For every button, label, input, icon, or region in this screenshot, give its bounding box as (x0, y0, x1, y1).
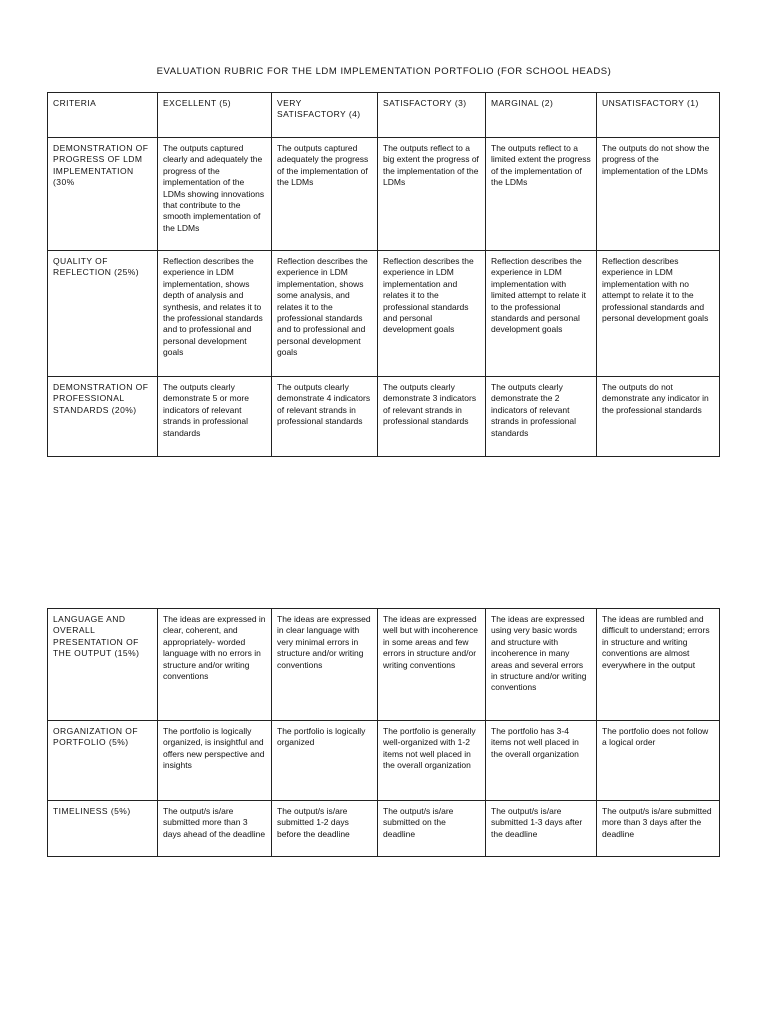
header-excellent: EXCELLENT (5) (158, 93, 272, 138)
rubric-cell: The outputs reflect to a big extent the progress of the implementation of the LDMs (378, 138, 486, 251)
table-row (48, 801, 720, 857)
rubric-cell: The outputs do not show the progress of the implementation of the LDMs (597, 138, 720, 251)
rubric-cell: The portfolio is logically organized, is insightful and offers new perspective and insights (158, 721, 272, 801)
header-row (48, 93, 720, 138)
rubric-cell: The ideas are expressed using very basic words and structure with incoherence in many areas and several errors in structure and/or writing conventions (486, 609, 597, 721)
header-criteria: CRITERIA (48, 93, 158, 138)
rubric-cell: The ideas are expressed in clear, coherent, and appropriately- worded language with no errors in structure and/or writing conventions (158, 609, 272, 721)
criterion-cell: DEMONSTRATION OF PROFESSIONAL STANDARDS (20%) (48, 377, 158, 457)
rubric-cell: Reflection describes the experience in LDM implementation with limited attempt to relate it to the professional standards and personal development goals (486, 251, 597, 377)
table-row (48, 377, 720, 457)
rubric-cell: The portfolio is logically organized (272, 721, 378, 801)
rubric-cell: The portfolio has 3-4 items not well placed in the overall organization (486, 721, 597, 801)
table-row (48, 251, 720, 377)
rubric-cell: The outputs reflect to a limited extent the progress of the implementation of the LDMs (486, 138, 597, 251)
rubric-cell: The output/s is/are submitted 1-3 days after the deadline (486, 801, 597, 857)
header-very-satisfactory: VERY SATISFACTORY (4) (272, 93, 378, 138)
rubric-cell: The portfolio does not follow a logical order (597, 721, 720, 801)
rubric-table-bottom (47, 608, 720, 857)
header-marginal: MARGINAL (2) (486, 93, 597, 138)
rubric-cell: The output/s is/are submitted more than 3 days after the deadline (597, 801, 720, 857)
rubric-cell: The output/s is/are submitted 1-2 days before the deadline (272, 801, 378, 857)
rubric-cell: The output/s is/are submitted on the deadline (378, 801, 486, 857)
criterion-cell: QUALITY OF REFLECTION (25%) (48, 251, 158, 377)
header-satisfactory: SATISFACTORY (3) (378, 93, 486, 138)
rubric-cell: Reflection describes experience in LDM implementation with no attempt to relate it to the professional standards and personal development goals (597, 251, 720, 377)
rubric-cell: The output/s is/are submitted more than 3 days ahead of the deadline (158, 801, 272, 857)
rubric-cell: The ideas are expressed well but with incoherence in some areas and few errors in structure and/or writing conventions (378, 609, 486, 721)
rubric-cell: The outputs captured adequately the progress of the implementation of the LDMs (272, 138, 378, 251)
rubric-cell: Reflection describes the experience in LDM implementation and relates it to the professional standards and personal development goals (378, 251, 486, 377)
criterion-cell: ORGANIZATION OF PORTFOLIO (5%) (48, 721, 158, 801)
table-row (48, 609, 720, 721)
table-row (48, 721, 720, 801)
rubric-cell: The ideas are expressed in clear language with very minimal errors in structure and/or writing conventions (272, 609, 378, 721)
rubric-cell: Reflection describes the experience in LDM implementation, shows depth of analysis and synthesis, and relates it to the professional standards and to professional and personal development goals (158, 251, 272, 377)
criterion-cell: DEMONSTRATION OF PROGRESS OF LDM IMPLEMENTATION (30% (48, 138, 158, 251)
rubric-cell: The portfolio is generally well-organized with 1-2 items not well placed in the overall organization (378, 721, 486, 801)
rubric-table-top (47, 92, 720, 457)
rubric-cell: The outputs clearly demonstrate the 2 indicators of relevant strands in professional standards (486, 377, 597, 457)
rubric-cell: The ideas are rumbled and difficult to understand; errors in structure and writing conventions are almost everywhere in the output (597, 609, 720, 721)
header-unsatisfactory: UNSATISFACTORY (1) (597, 93, 720, 138)
document-title: EVALUATION RUBRIC FOR THE LDM IMPLEMENTATION PORTFOLIO (FOR SCHOOL HEADS) (156, 66, 612, 77)
criterion-cell: LANGUAGE AND OVERALL PRESENTATION OF THE OUTPUT (15%) (48, 609, 158, 721)
rubric-cell: The outputs do not demonstrate any indicator in the professional standards (597, 377, 720, 457)
rubric-cell: The outputs captured clearly and adequately the progress of the implementation of the LDMs showing innovations that contribute to the smooth implementation of the LDMs (158, 138, 272, 251)
criterion-cell: TIMELINESS (5%) (48, 801, 158, 857)
rubric-cell: Reflection describes the experience in LDM implementation, shows some analysis, and relates it to the professional standards and to professional and personal development goals (272, 251, 378, 377)
table-row (48, 138, 720, 251)
rubric-cell: The outputs clearly demonstrate 3 indicators of relevant strands in professional standards (378, 377, 486, 457)
rubric-cell: The outputs clearly demonstrate 4 indicators of relevant strands in professional standards (272, 377, 378, 457)
rubric-cell: The outputs clearly demonstrate 5 or more indicators of relevant strands in professional standards (158, 377, 272, 457)
